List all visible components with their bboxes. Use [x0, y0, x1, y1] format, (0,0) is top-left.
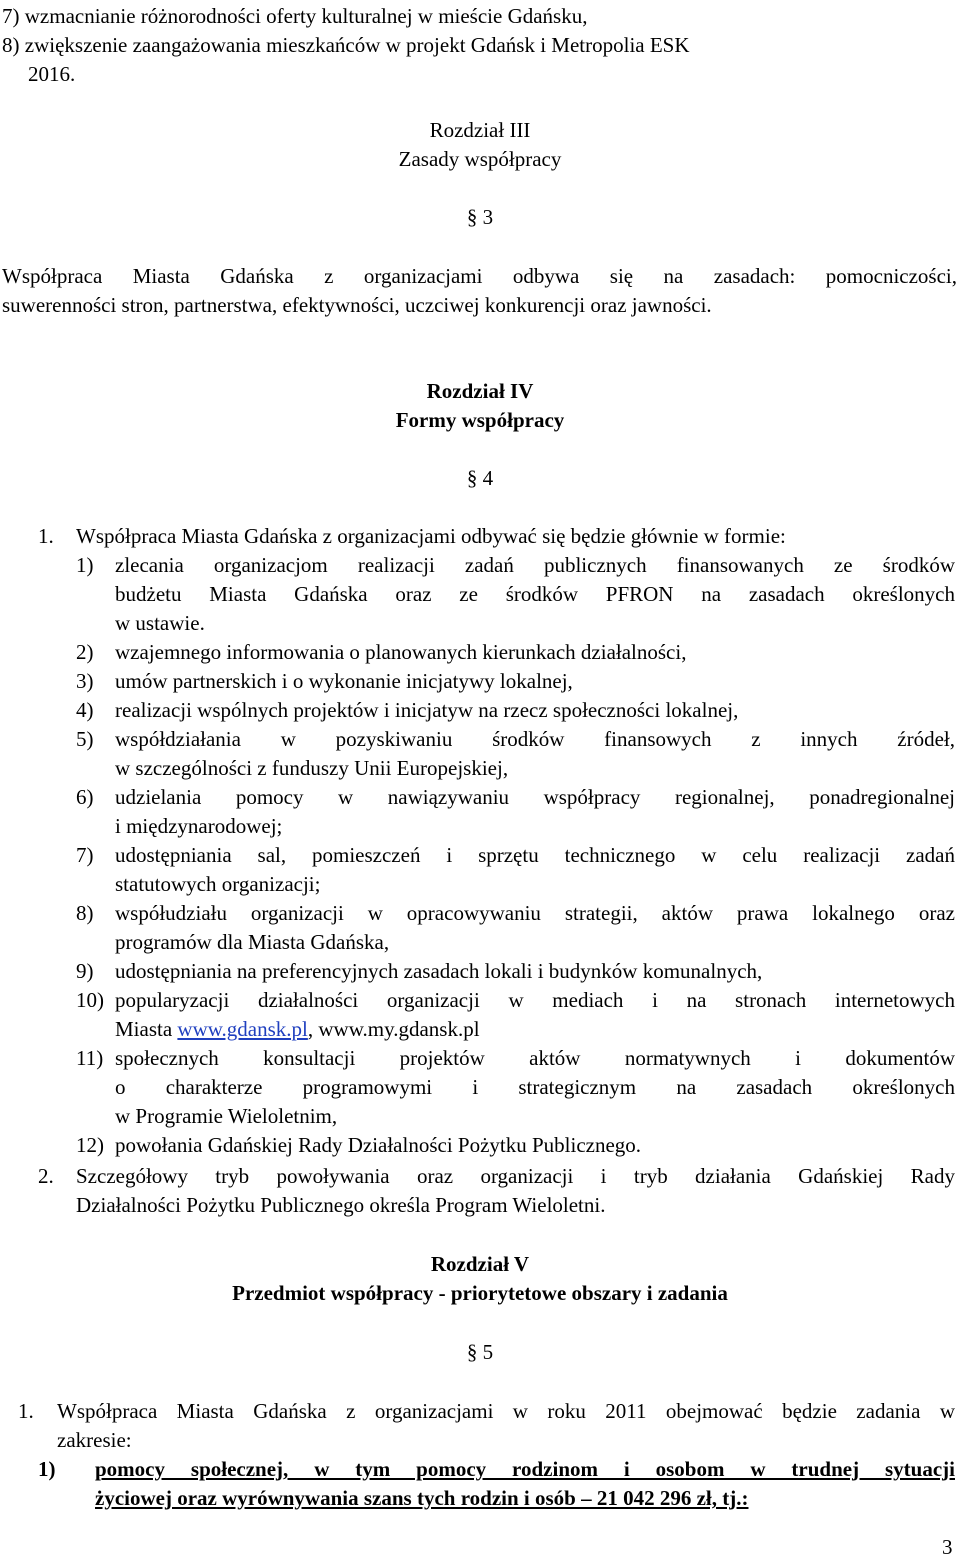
list-text: pomocy społecznej, w tym pomocy rodzinom i osobom w trudnej sytuacji: [95, 1457, 955, 1481]
list-number: 5): [76, 727, 94, 751]
list-text: powołania Gdańskiej Rady Działalności Pożytku Publicznego.: [115, 1133, 642, 1157]
list-text: w ustawie.: [115, 611, 205, 635]
list-text: umów partnerskich i o wykonanie inicjatywy lokalnej,: [115, 669, 573, 693]
list-text: wzmacnianie różnorodności oferty kulturalnej w mieście Gdańsku,: [24, 4, 588, 28]
paragraph-number: 1.: [18, 1399, 34, 1423]
list-number: 10): [76, 988, 104, 1012]
list-text: Miasta: [115, 1017, 178, 1041]
list-item: [2, 31, 690, 60]
list-text: zlecania organizacjom realizacji zadań publicznych finansowanych ze środków: [115, 553, 955, 577]
paragraph-line: Szczegółowy tryb powoływania oraz organizacji i tryb działania Gdańskiej Rady: [76, 1164, 955, 1188]
list-number: 11): [76, 1046, 104, 1070]
paragraph-line: Współpraca Miasta Gdańska z organizacjami w roku 2011 obejmować będzie zadania w: [57, 1399, 955, 1423]
chapter-subtitle: Przedmiot współpracy - priorytetowe obszary i zadania: [232, 1281, 728, 1305]
list-text: współudziału organizacji w opracowywaniu strategii, aktów prawa lokalnego oraz: [115, 901, 955, 925]
list-number: 4): [76, 698, 94, 722]
list-number: 6): [76, 785, 94, 809]
gdansk-link[interactable]: www.gdansk.pl: [177, 1017, 308, 1041]
list-number: 8): [76, 901, 94, 925]
chapter-subtitle: Formy współpracy: [395, 408, 565, 432]
list-text: udostępniania sal, pomieszczeń i sprzętu technicznego w celu realizacji zadań: [115, 843, 955, 867]
list-text: popularyzacji działalności organizacji w mediach i na stronach internetowych: [115, 988, 955, 1012]
list-text: o charakterze programowymi i strategicznym na zasadach określonych: [115, 1075, 955, 1099]
list-text: wzajemnego informowania o planowanych kierunkach działalności,: [115, 640, 687, 664]
list-number: 12): [76, 1133, 104, 1157]
paragraph-line: zakresie:: [57, 1428, 132, 1452]
list-text: w Programie Wieloletnim,: [115, 1104, 338, 1128]
list-number: 9): [76, 959, 94, 983]
section-mark: § 4: [466, 466, 494, 490]
list-number: 7): [76, 843, 94, 867]
separator: ,: [307, 1017, 319, 1041]
section-mark: § 5: [466, 1340, 494, 1364]
list-number: 1): [76, 553, 94, 577]
list-text: w szczególności z funduszy Unii Europejskiej,: [115, 756, 509, 780]
list-item-continuation: [28, 60, 75, 89]
list-text: udostępniania na preferencyjnych zasadach lokali i budynków komunalnych,: [115, 959, 763, 983]
list-text: zwiększenie zaangażowania mieszkańców w projekt Gdańsk i Metropolia ESK: [24, 33, 690, 57]
paragraph-line: Działalności Pożytku Publicznego określa Program Wieloletni.: [76, 1193, 606, 1217]
list-text: 2016.: [28, 62, 76, 86]
list-text: statutowych organizacji;: [115, 872, 321, 896]
list-number: 7): [2, 4, 20, 28]
list-number: 2): [76, 640, 94, 664]
list-text: udzielania pomocy w nawiązywaniu współpracy regionalnej, ponadregionalnej: [115, 785, 955, 809]
list-item: [2, 2, 587, 31]
list-text: budżetu Miasta Gdańska oraz ze środków PFRON na zasadach określonych: [115, 582, 955, 606]
paragraph-line: Współpraca Miasta Gdańska z organizacjami odbywać się będzie głównie w formie:: [76, 524, 786, 548]
list-text: życiowej oraz wyrównywania szans tych rodzin i osób – 21 042 296 zł, tj.:: [95, 1486, 749, 1510]
list-text: współdziałania w pozyskiwaniu środków finansowych z innych źródeł,: [115, 727, 955, 751]
list-number: 8): [2, 33, 20, 57]
list-text: realizacji wspólnych projektów i inicjatyw na rzecz społeczności lokalnej,: [115, 698, 739, 722]
list-text: społecznych konsultacji projektów aktów normatywnych i dokumentów: [115, 1046, 955, 1070]
paragraph-number: 2.: [38, 1164, 54, 1188]
list-number: 1): [38, 1457, 56, 1481]
paragraph-number: 1.: [38, 524, 54, 548]
list-number: 3): [76, 669, 94, 693]
section-mark: § 3: [466, 205, 494, 229]
chapter-title: Rozdział IV: [426, 379, 534, 403]
list-text: i międzynarodowej;: [115, 814, 283, 838]
chapter-subtitle: Zasady współpracy: [398, 147, 562, 171]
list-text: programów dla Miasta Gdańska,: [115, 930, 390, 954]
page-number: 3: [942, 1535, 953, 1559]
chapter-title: Rozdział V: [430, 1252, 530, 1276]
paragraph-line: suwerenności stron, partnerstwa, efektywności, uczciwej konkurencji oraz jawności.: [2, 293, 712, 317]
list-text-with-links: [115, 1015, 480, 1044]
my-gdansk-url: www.my.gdansk.pl: [318, 1017, 480, 1041]
paragraph-line: Współpraca Miasta Gdańska z organizacjami odbywa się na zasadach: pomocniczości,: [2, 264, 957, 288]
chapter-title: Rozdział III: [429, 118, 531, 142]
